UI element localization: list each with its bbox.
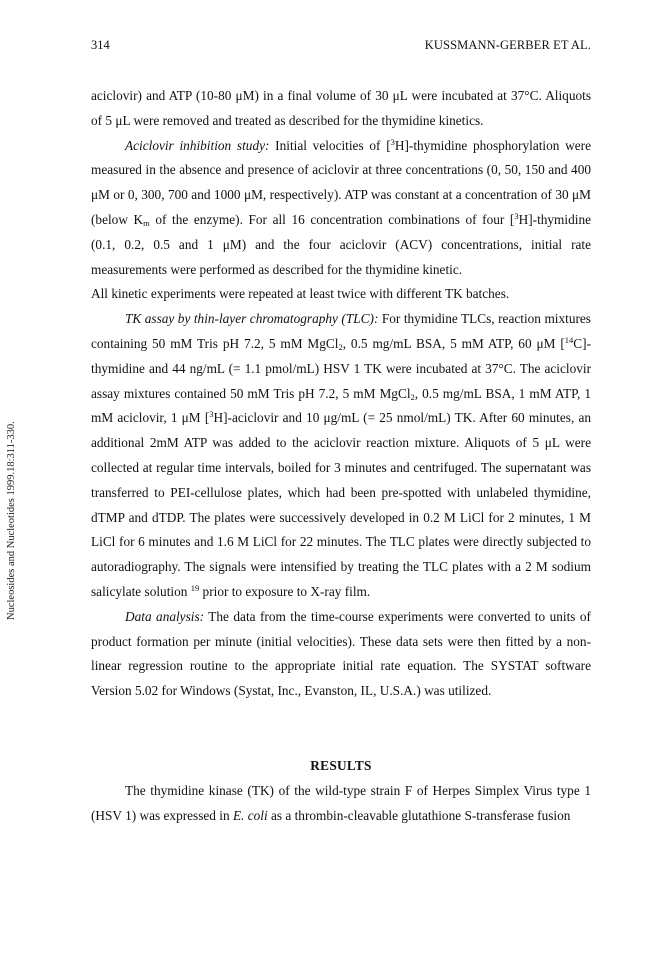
side-citation: [4, 320, 24, 640]
section-spacer: [91, 704, 591, 729]
section-spacer: [91, 729, 591, 754]
paragraph-data-analysis: Data analysis: The data from the time-course experiments were converted to units of product formation per minute (initial velocities). These data sets were then fitted by a non-linear regression routine to the appropriate initial rate equation. The SYSTAT software Version 5.02 for Windows (Systat, Inc., Evanston, IL, U.S.A.) was utilized.: [91, 608, 591, 699]
page-number: 314: [91, 38, 110, 52]
paragraph-results-intro: The thymidine kinase (TK) of the wild-type strain F of Herpes Simplex Virus type 1 (HSV 1) was expressed in E. coli as a thrombin-cleavable glutathione S-transferase fusion: [91, 782, 591, 823]
subsection-title: Aciclovir inhibition study:: [125, 137, 270, 153]
paragraph-aciclovir-inhibition: Aciclovir inhibition study: Initial velocities of [$^3$H]-thymidine phosphorylation were measured in the absence and presence of aciclovir at three concentrations (0, 50, 150 and 400 μM or 0, 300, 700 and 1000 μM, respectively). ATP was constant at a concentration of 30 μM (below $K_m$ of the enzyme). For all 16 concentration combinations of four [$^3$H]-thymidine (0.1, 0.2, 0.5 and 1 μM) and the four aciclovir (ACV) concentrations, initial rate measurements were performed as described for the thymidine kinetic.: [91, 136, 591, 277]
subsection-title: TK assay by thin-layer chromatography (TLC):: [125, 311, 379, 327]
section-heading-results: RESULTS: [310, 757, 372, 773]
paragraph-tlc-assay: TK assay by thin-layer chromatography (TLC): For thymidine TLCs, reaction mixtures containing 50 mM Tris pH 7.2, 5 mM MgCl$_2$, 0.5 mg/mL BSA, 5 mM ATP, 60 μM [$^{14}$C]-thymidine and 44 ng/mL (= 1.1 pmol/mL) HSV 1 TK were incubated at 37°C. The aciclovir assay mixtures contained 50 mM Tris pH 7.2, 5 mM MgCl$_2$, 0.5 mg/mL BSA, 1 mM ATP, 1 mM aciclovir, 1 μM [$^3$H]-aciclovir and 10 μg/mL (= 25 nmol/mL) TK. After 60 minutes, an additional 2mM ATP was added to the aciclovir reaction mixture. Aliquots of 5 μL were collected at regular time intervals, boiled for 3 minutes and centrifuged. The supernatant was transferred to PEI-cellulose plates, which had been pre-spotted with unlabeled thymidine, dTMP and dTDP. The plates were successively developed in 0.2 M LiCl for 2 minutes, 1 M LiCl for 6 minutes and 1.6 M LiCl for 22 minutes. The TLC plates were directly subjected to autoradiography. The signals were intensified by treating the TLC plates with a 2 M sodium salicylate solution $^{19}$ prior to exposure to X-ray film.: [91, 311, 592, 599]
paragraph-kinetic-repeats: All kinetic experiments were repeated at least twice with different TK batches.: [91, 286, 510, 302]
citation-text: Nucleosides and Nucleotides 1999.18:311-330.: [6, 421, 17, 620]
running-title: KUSSMANN-GERBER ET AL.: [424, 38, 591, 52]
page-header: [91, 38, 591, 58]
subsection-title: Data analysis:: [125, 608, 205, 624]
reference-marker: 19: [190, 582, 200, 593]
article-body: [91, 84, 591, 828]
paragraph-continuation: aciclovir) and ATP (10-80 μM) in a final volume of 30 μL were incubated at 37°C. Aliquots of 5 μL were removed and treated as described for the thymidine kinetics.: [91, 88, 591, 128]
